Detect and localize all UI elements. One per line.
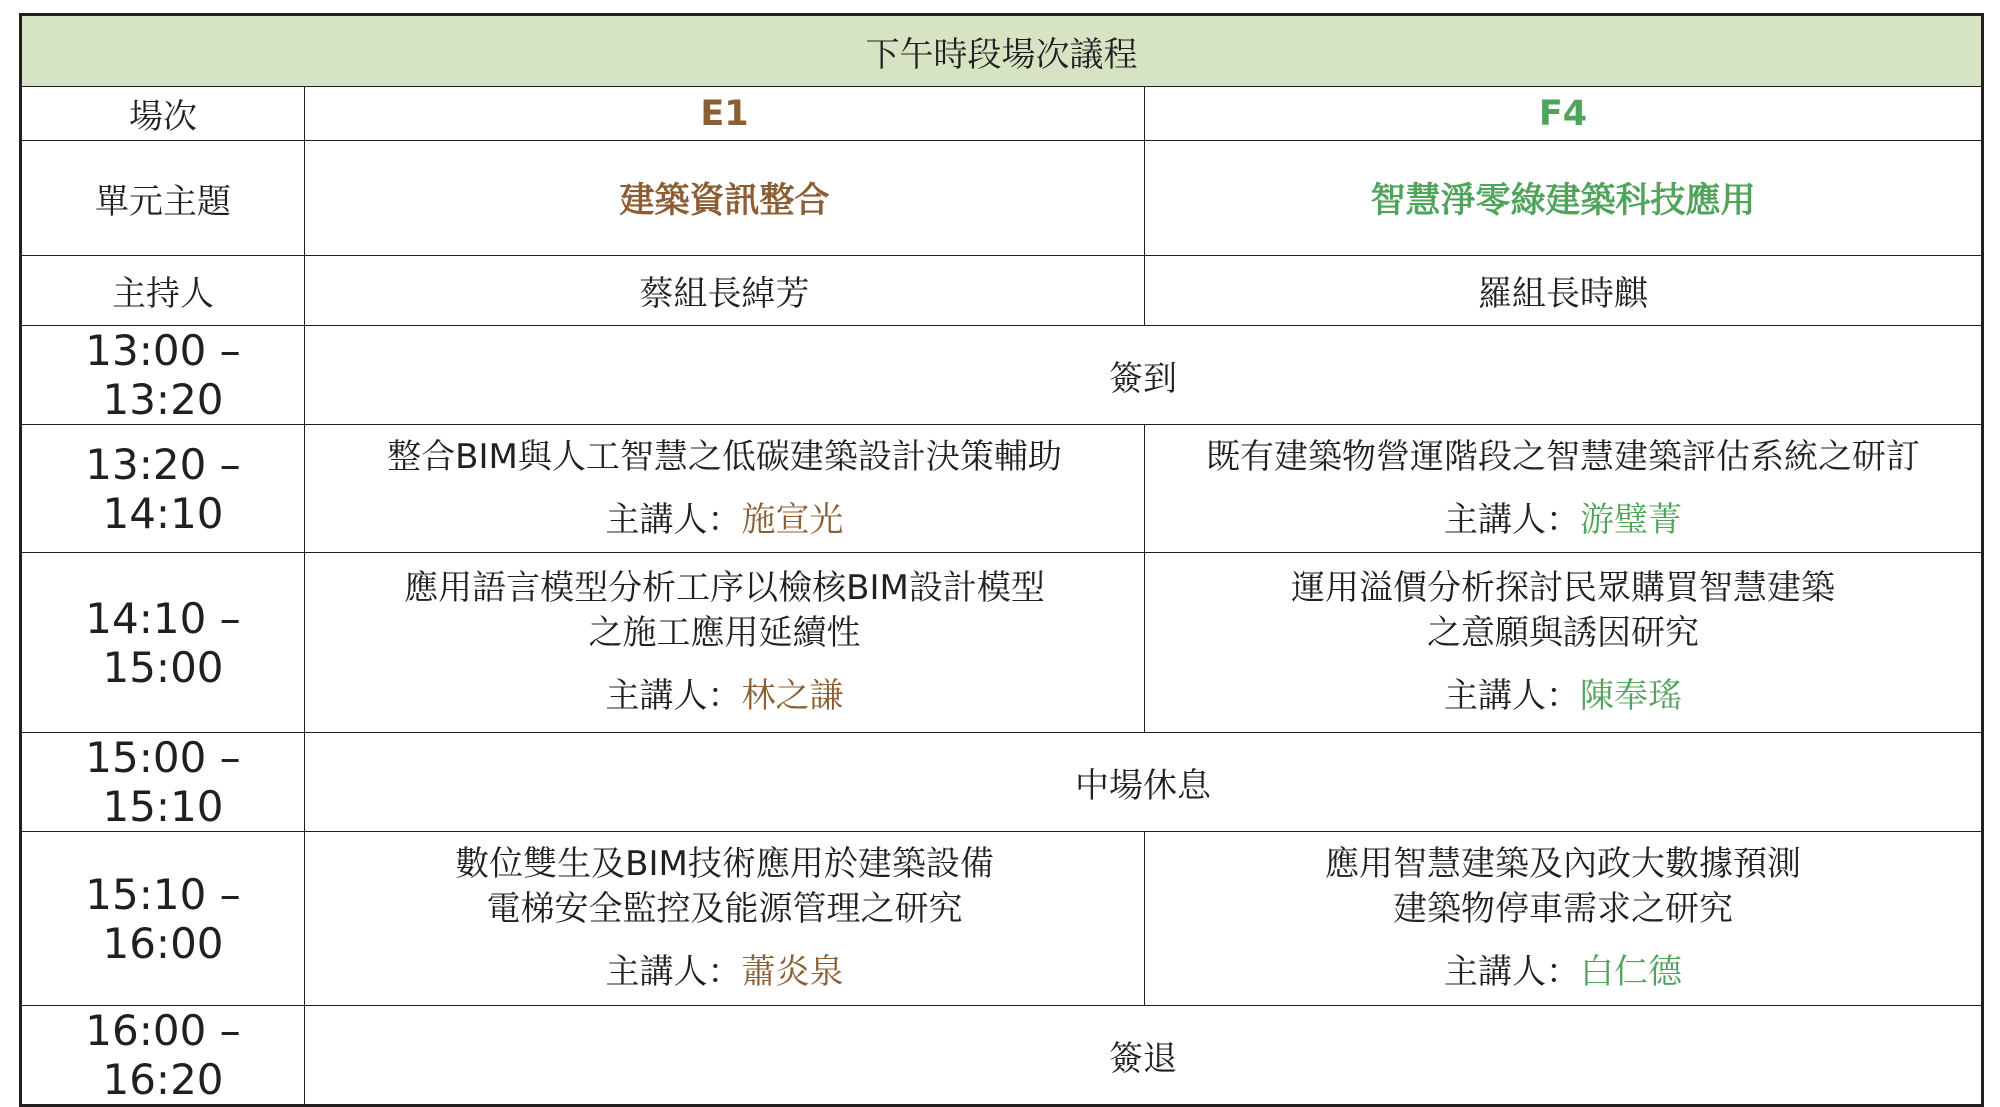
host-row [21,256,1983,326]
talk-f4-3 [1145,832,1983,1006]
speaker-prefix: 主講人： [605,951,742,992]
host-e1: 蔡組長綽芳 [305,256,1145,326]
talk-e1-3 [305,832,1145,1006]
speaker-name: 白仁德 [1580,951,1683,992]
speaker-line [305,498,1144,543]
talk-e1-2 [305,553,1145,733]
speaker-line [305,950,1144,995]
talk-title-line: 運用溢價分析探討民眾購買智慧建築 [1291,568,1836,609]
break-row [21,733,1983,832]
time-cell: 13:20 – 14:10 [21,425,305,553]
session-row [21,87,1983,141]
time-cell: 14:10 – 15:00 [21,553,305,733]
speaker-name: 林之謙 [741,675,844,716]
talk-title-line: 應用語言模型分析工序以檢核BIM設計模型 [404,568,1045,609]
talk-title-line: 電梯安全監控及能源管理之研究 [486,889,963,930]
theme-row [21,141,1983,256]
agenda-table [19,13,1984,1107]
speaker-line [1145,950,1981,995]
talk-title-line: 整合BIM與人工智慧之低碳建築設計決策輔助 [387,436,1062,477]
host-f4: 羅組長時麒 [1145,256,1983,326]
talk-title-line: 建築物停車需求之研究 [1393,889,1734,930]
time-cell: 13:00 – 13:20 [21,326,305,425]
session-code-f4: F4 [1145,87,1983,141]
talk-title-line: 之意願與誘因研究 [1427,613,1700,654]
checkout-row [21,1006,1983,1106]
time-cell: 15:00 – 15:10 [21,733,305,832]
talk-title-line: 應用智慧建築及內政大數據預測 [1325,844,1802,885]
speaker-prefix: 主講人： [1444,951,1581,992]
speaker-name: 陳奉瑤 [1580,675,1683,716]
speaker-line [1145,498,1981,543]
speaker-prefix: 主講人： [605,499,742,540]
session-label: 場次 [21,87,305,141]
talk-f4-1 [1145,425,1983,553]
checkin-label: 簽到 [305,326,1983,425]
host-label: 主持人 [21,256,305,326]
time-cell: 16:00 – 16:20 [21,1006,305,1106]
speaker-name: 游璧菁 [1580,499,1683,540]
checkout-label: 簽退 [305,1006,1983,1106]
talk-f4-2 [1145,553,1983,733]
session-code-e1: E1 [305,87,1145,141]
talk-title-line: 既有建築物營運階段之智慧建築評估系統之研訂 [1206,436,1921,477]
speaker-name: 蕭炎泉 [741,951,844,992]
speaker-prefix: 主講人： [605,675,742,716]
speaker-line [305,674,1144,719]
speaker-line [1145,674,1981,719]
theme-f4: 智慧淨零綠建築科技應用 [1145,141,1983,256]
title-row [21,15,1983,87]
speaker-prefix: 主講人： [1444,499,1581,540]
talk-title-line: 之施工應用延續性 [588,613,861,654]
talk-row-1 [21,425,1983,553]
speaker-name: 施宣光 [741,499,844,540]
break-label: 中場休息 [305,733,1983,832]
talk-title-line: 數位雙生及BIM技術應用於建築設備 [455,844,994,885]
theme-label: 單元主題 [21,141,305,256]
talk-e1-1 [305,425,1145,553]
talk-row-3 [21,832,1983,1006]
agenda-title: 下午時段場次議程 [21,15,1983,87]
theme-e1: 建築資訊整合 [305,141,1145,256]
checkin-row [21,326,1983,425]
talk-row-2 [21,553,1983,733]
speaker-prefix: 主講人： [1444,675,1581,716]
time-cell: 15:10 – 16:00 [21,832,305,1006]
